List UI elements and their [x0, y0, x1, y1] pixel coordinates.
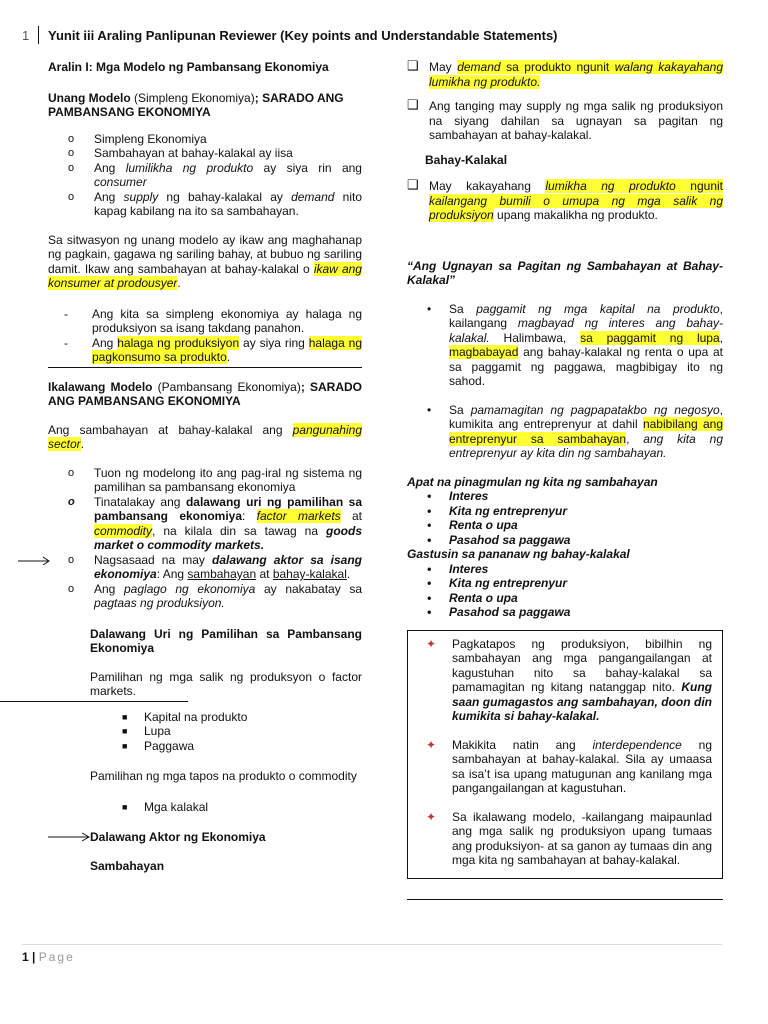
arrow-icon	[48, 832, 90, 842]
right-column	[407, 60, 723, 900]
model1-heading: Unang Modelo (Simpleng Ekonomiya); SARADO ANG PAMBANSANG EKONOMIYA	[48, 90, 344, 119]
list-item: • Pasahod sa paggawa	[427, 605, 571, 619]
relationship-heading: “Ang Ugnayan sa Pagitan ng Sambahayan at Bahay-Kalakal”	[407, 258, 723, 287]
model1-paragraph: Sa sitwasyon ng unang modelo ay ikaw ang maghahanap ng pagkain, gagawa ng sariling bahay, at bubuo ng sariling damit. Ikaw ang sambahayan at bahay-kalakal o ikaw ang konsumer at prodousyer.	[48, 232, 362, 290]
header-divider	[38, 26, 39, 44]
checkbox-icon: ❑	[407, 58, 419, 73]
market-types-heading: Dalawang Uri ng Pamilihan sa Pambansang Ekonomiya	[90, 626, 362, 655]
summary-box	[407, 630, 723, 879]
list-item: • Kita ng entreprenyur	[427, 576, 568, 590]
header-page-number: 1	[22, 28, 30, 43]
list-item: • Renta o upa	[427, 518, 518, 532]
footer-separator: |	[32, 950, 36, 964]
list-item: • Kita ng entreprenyur	[427, 503, 568, 518]
list-item: ■ Lupa	[122, 724, 171, 738]
factor-market-paragraph: Pamilihan ng mga salik ng produksyon o factor markets.	[90, 669, 362, 698]
arrow-icon	[18, 556, 52, 566]
section-divider	[407, 899, 723, 900]
list-item: • Sa pamamagitan ng pagpapatakbo ng negosyo, kumikita ang entreprenyur at dahil nabibilang ang entreprenyur sa sambahayan, ang kita ng entreprenyur ay kita din ng sambahayan.	[427, 402, 723, 460]
income-sources-heading: Apat na pinagmulan ng kita ng sambahayan	[407, 474, 658, 489]
list-item: o Ang lumilikha ng produkto ay siya rin ang consumer	[68, 160, 362, 189]
star-icon: ✦	[426, 809, 437, 824]
list-item: o Ang supply ng bahay-kalakal ay demand nito kapag kabilang na ito sa sambahayan.	[68, 189, 362, 218]
list-item: • Interes	[427, 561, 489, 576]
list-item: ■ Kapital na produkto	[122, 709, 248, 724]
list-item: ✦ Pagkatapos ng produksiyon, bibilhin ng sambahayan ang mga pangangailangan at kagustuhan nito sa bahay-kalakal sa pamamagitan ng kitang natanggap nito. Kung saan gumagastos ang sambahayan, doon din kumikita si bahay-kalakal.	[426, 636, 712, 723]
list-item: ■ Paggawa	[122, 738, 195, 753]
list-item: ❑ May demand sa produkto ngunit walang kakayahang lumikha ng produkto.	[407, 58, 723, 89]
list-item: o Simpleng Ekonomiya	[68, 131, 207, 146]
left-column	[48, 60, 362, 873]
model2-paragraph: Ang sambahayan at bahay-kalakal ang pangunahing sector.	[48, 422, 362, 451]
household-heading: Sambahayan	[90, 858, 165, 873]
checkbox-icon: ❑	[407, 177, 419, 192]
star-icon: ✦	[426, 636, 437, 651]
lesson-title: Aralin I: Mga Modelo ng Pambansang Ekonomiya	[48, 60, 329, 74]
page-footer	[22, 944, 722, 964]
list-item: ■ Mga kalakal	[122, 799, 209, 814]
list-item: o Sambahayan at bahay-kalakal ay iisa	[68, 146, 293, 160]
list-item: ❑ May kakayahang lumikha ng produkto ngunit kailangang bumili o umupa ng mga salik ng produksiyon upang makalikha ng produkto.	[407, 177, 723, 222]
document-title: Yunit iii Araling Panlipunan Reviewer (Key points and Understandable Statements)	[48, 28, 558, 43]
list-item: ✦ Makikita natin ang interdependence ng sambahayan at bahay-kalakal. Sila ay umaasa sa isa’t isa upang matugunan ang kanilang mga pangangailangan at kagustuhan.	[426, 737, 712, 795]
list-item: • Interes	[427, 489, 489, 503]
checkbox-icon: ❑	[407, 97, 419, 112]
business-heading: Bahay-Kalakal	[425, 152, 508, 167]
list-item: - Ang kita sa simpleng ekonomiya ay halaga ng produksiyon sa isang takdang panahon.	[64, 306, 362, 335]
list-item: • Pasahod sa paggawa	[427, 532, 571, 547]
list-item: o Ang paglago ng ekonomiya ay nakabatay sa pagtaas ng produksiyon.	[68, 581, 363, 610]
list-item: ❑ Ang tanging may supply ng mga salik ng produksiyon na siyang dahilan sa ugnayan sa pagitan ng sambahayan at bahay-kalakal.	[407, 97, 723, 142]
actors-heading: Dalawang Aktor ng Ekonomiya	[90, 830, 266, 844]
star-icon: ✦	[426, 737, 437, 752]
list-item: o Tinatalakay ang dalawang uri ng pamilihan sa pambansang ekonomiya: factor markets at commodity, na kilala din sa tawag na goods market o commodity markets.	[68, 494, 362, 552]
footer-page-label: Page	[38, 950, 75, 964]
expenses-heading: Gastusin sa pananaw ng bahay-kalakal	[407, 547, 630, 561]
list-item: • Renta o upa	[427, 590, 518, 605]
page-header	[22, 26, 748, 46]
list-item: o Nagsasaad na may dalawang aktor sa isang ekonomiya: Ang sambahayan at bahay-kalakal.	[48, 553, 362, 582]
list-item: o Tuon ng modelong ito ang pag-iral ng sistema ng pamilihan sa pambansang ekonomiya	[68, 465, 362, 494]
list-item: • Sa paggamit ng mga kapital na produkto, kailangang magbayad ng interes ang bahay-kalakal. Halimbawa, sa paggamit ng lupa, magbabayad ang bahay-kalakal ng renta o upa at sa paggamit ng paggawa, magbibigay ito ng sahod.	[427, 301, 724, 388]
list-item: ✦ Sa ikalawang modelo, -kailangang maipaunlad ang mga salik ng produksiyon upang tumaas ang produksiyon- at sa ganon ay tumaas din ang mga kita ng sambahayan at bahay-kalakal.	[426, 809, 712, 867]
actors-heading-row	[48, 830, 362, 845]
commodity-market-paragraph: Pamilihan ng mga tapos na produkto o commodity	[90, 769, 357, 783]
model2-heading: Ikalawang Modelo (Pambansang Ekonomiya); SARADO ANG PAMBANSANG EKONOMIYA	[48, 379, 362, 408]
footer-page-number: 1	[22, 950, 29, 964]
list-item: - Ang halaga ng produksiyon ay siya ring halaga ng pagkonsumo sa produkto.	[64, 335, 362, 364]
